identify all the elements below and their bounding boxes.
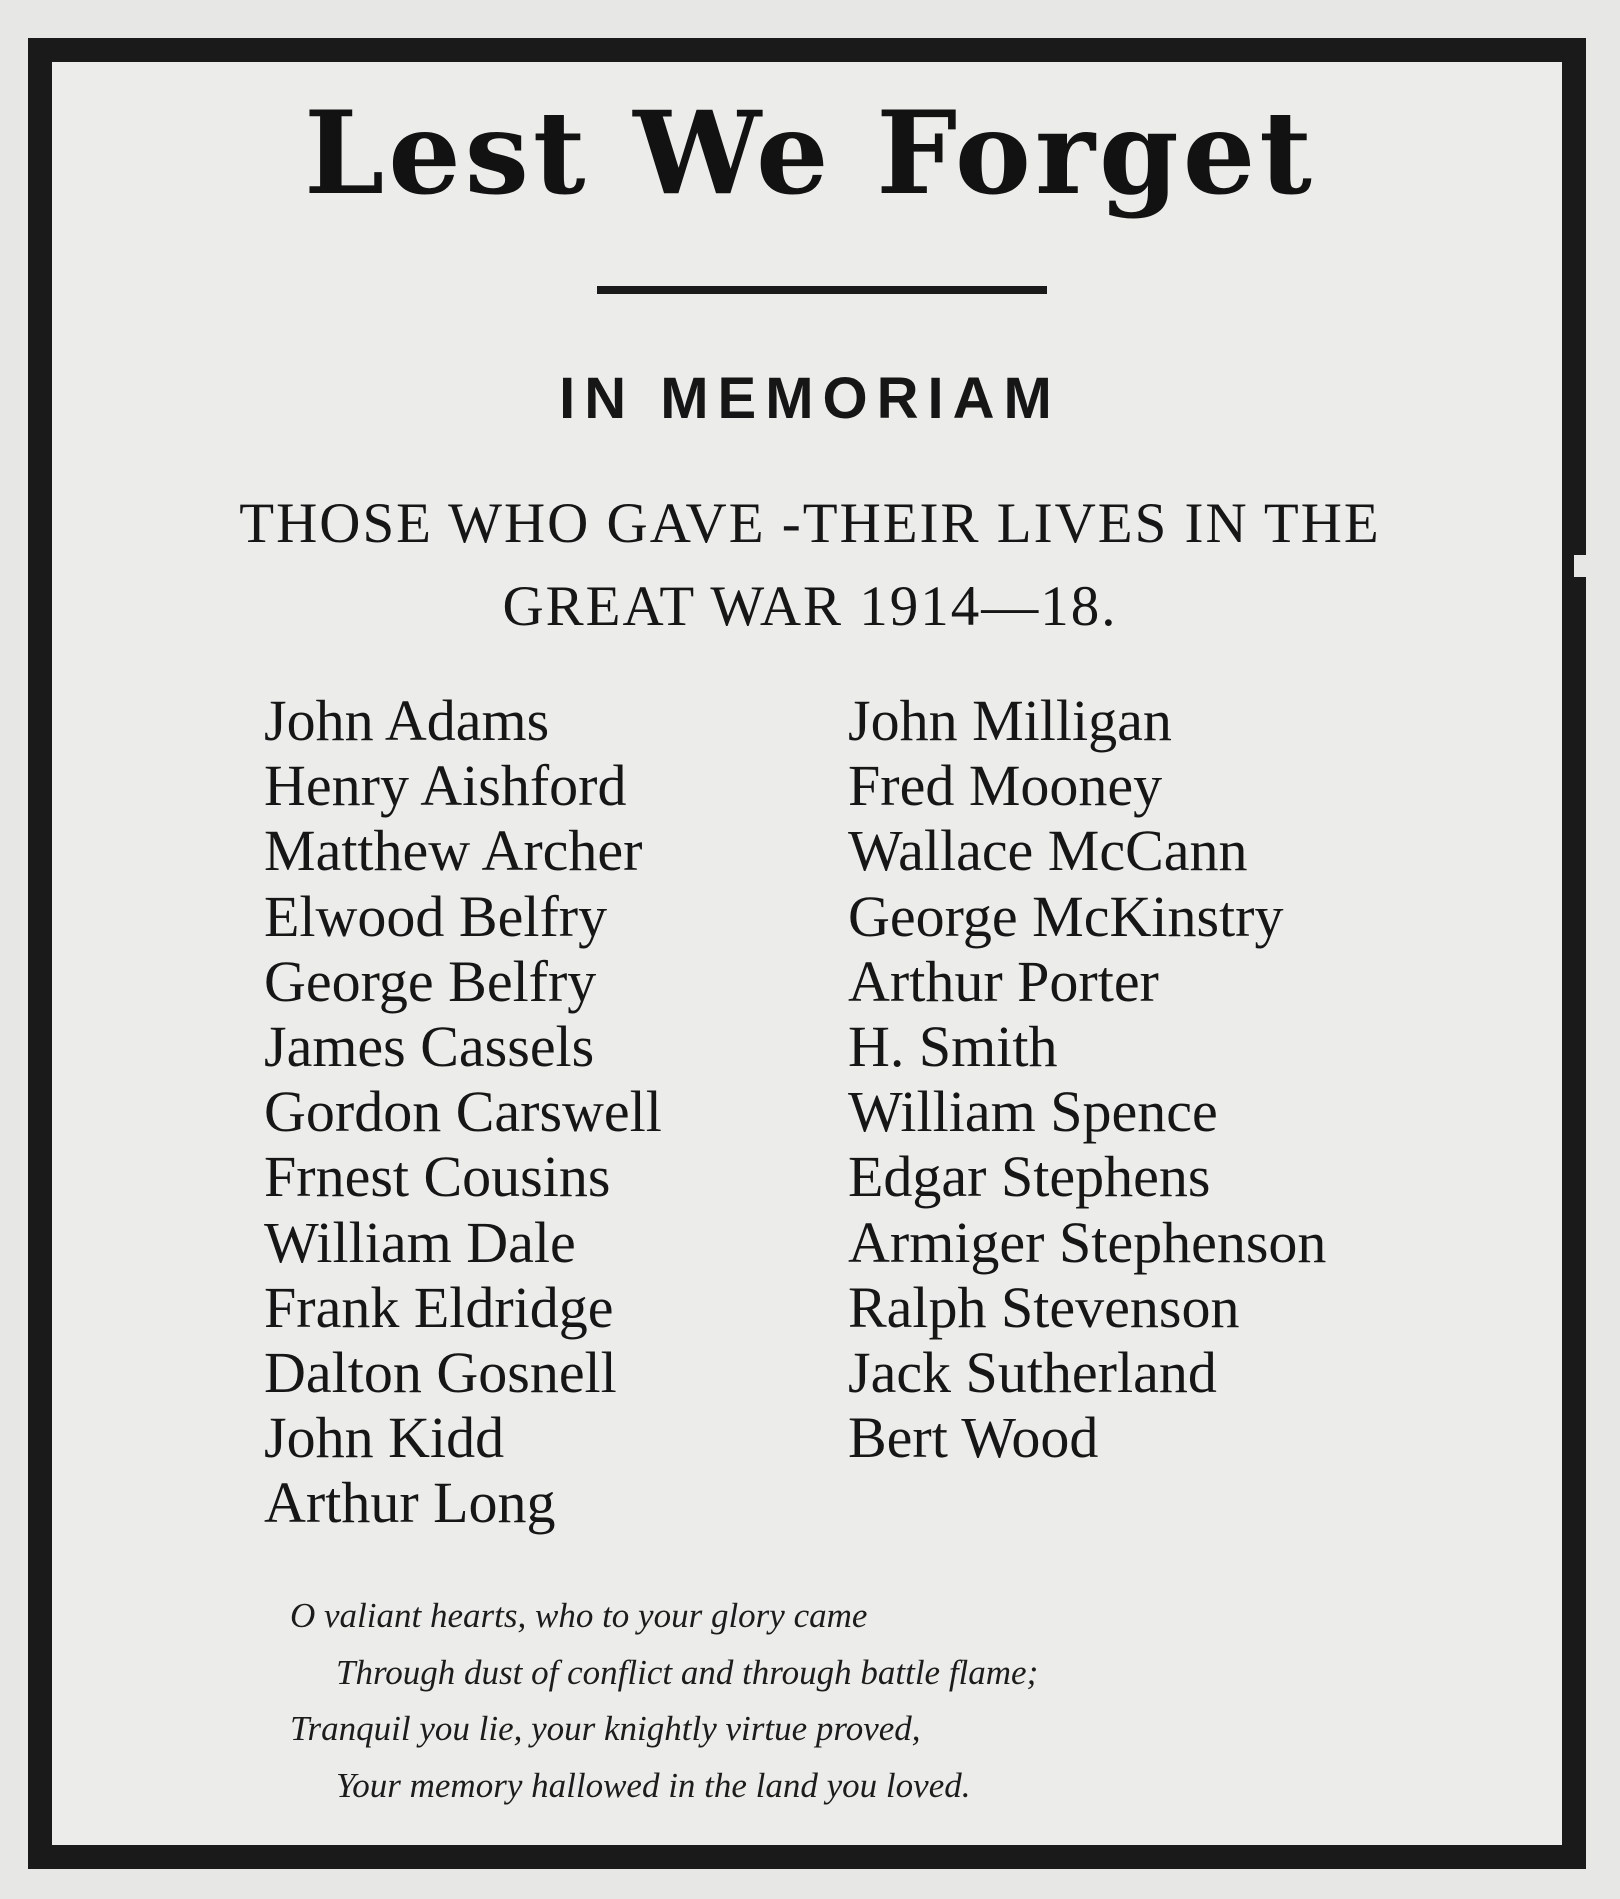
name-item: John Milligan <box>848 688 1172 753</box>
name-item: William Dale <box>264 1209 576 1275</box>
subheading-line-2: GREAT WAR 1914—18. <box>502 575 1118 638</box>
name-item: Ralph Stevenson <box>848 1274 1240 1340</box>
name-item: Edgar Stephens <box>848 1144 1211 1210</box>
notice-title: Lest We Forget <box>304 86 1316 220</box>
notice-heading: IN MEMORIAM <box>559 366 1061 431</box>
name-item: John Kidd <box>264 1405 505 1471</box>
name-item: Matthew Archer <box>264 818 643 884</box>
name-item: Frank Eldridge <box>264 1274 614 1340</box>
poem-line: Your memory hallowed in the land you loved. <box>336 1765 971 1805</box>
name-item: George Belfry <box>264 948 597 1014</box>
title-divider <box>597 286 1047 294</box>
name-item: Wallace McCann <box>848 818 1248 884</box>
names-list-right <box>848 688 1326 1470</box>
name-item: Dalton Gosnell <box>264 1340 617 1406</box>
name-item: Henry Aishford <box>264 753 627 819</box>
name-item: Armiger Stephenson <box>848 1209 1327 1275</box>
name-item: Frnest Cousins <box>264 1144 611 1210</box>
name-item: Jack Sutherland <box>848 1340 1217 1406</box>
name-item: Fred Mooney <box>848 753 1163 819</box>
name-item: Arthur Long <box>264 1470 556 1536</box>
name-item: William Spence <box>848 1079 1218 1145</box>
name-item: Elwood Belfry <box>264 883 608 949</box>
border-gap <box>1574 555 1594 577</box>
name-item: H. Smith <box>848 1014 1058 1080</box>
name-item: Arthur Porter <box>848 948 1159 1014</box>
subheading-line-1: THOSE WHO GAVE -THEIR LIVES IN THE <box>239 492 1381 555</box>
poem-line: Through dust of conflict and through battle flame; <box>336 1652 1039 1692</box>
name-item: John Adams <box>264 688 550 753</box>
poem-line: Tranquil you lie, your knightly virtue proved, <box>290 1709 921 1748</box>
names-list-left <box>264 688 662 1536</box>
notice-subheading <box>150 482 1470 648</box>
name-item: George McKinstry <box>848 883 1284 949</box>
name-item: Bert Wood <box>848 1405 1099 1471</box>
poem-line: O valiant hearts, who to your glory came <box>290 1596 868 1635</box>
name-item: James Cassels <box>264 1014 595 1080</box>
name-item: Gordon Carswell <box>264 1079 662 1145</box>
memorial-poem <box>290 1588 1038 1814</box>
